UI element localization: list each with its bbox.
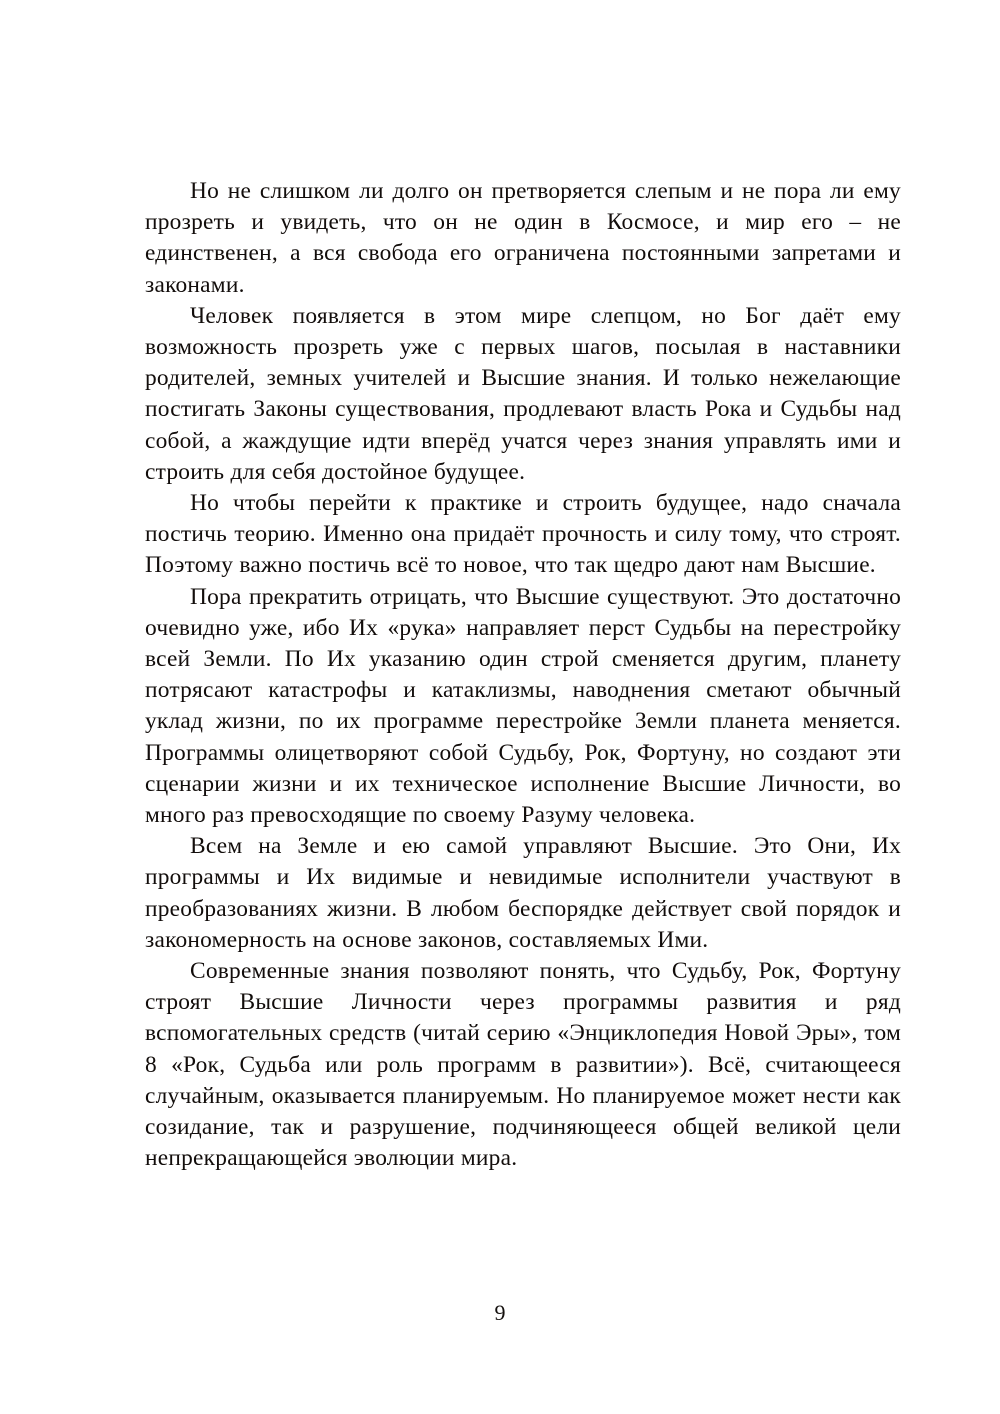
body-paragraph: Но чтобы перейти к практике и строить будущее, надо сначала постичь теорию. Именно она придаёт прочность и силу тому, что строят. Поэтому важно постичь всё то новое, что так щедро дают нам Высшие. bbox=[145, 490, 901, 579]
page-body-text bbox=[145, 176, 901, 1175]
body-paragraph: Пора прекратить отрицать, что Высшие существуют. Это достаточно очевидно уже, ибо Их «рука» направляет перст Судьбы на перестройку всей Земли. По Их указанию один строй сменяется другим, планету потрясают катастрофы и катаклизмы, наводнения сметают обычный уклад жизни, по их программе перестройке Земли планета меняется. Программы олицетворяют собой Судьбу, Рок, Фортуну, но создают эти сценарии жизни и их техническое исполнение Высшие Личности, во много раз превосходящие по своему Разуму человека. bbox=[145, 583, 901, 829]
body-paragraph: Человек появляется в этом мире слепцом, но Бог даёт ему возможность прозреть уже с первых шагов, посылая в наставники родителей, земных учителей и Высшие знания. И только нежелающие постигать Законы существования, продлевают власть Рока и Судьбы над собой, а жаждущие идти вперёд учатся через знания управлять ими и строить для себя достойное будущее. bbox=[145, 302, 901, 485]
body-paragraph: Современные знания позволяют понять, что Судьбу, Рок, Фортуну строят Высшие Личности через программы развития и ряд вспомогательных средств (читай серию «Энциклопедия Новой Эры», том 8 «Рок, Судьба или роль программ в развитии»). Всё, считающееся случайным, оказывается планируемым. Но планируемое может нести как созидание, так и разрушение, подчиняющееся общей великой цели непрекращающейся эволюции мира. bbox=[145, 958, 901, 1172]
body-paragraph: Но не слишком ли долго он претворяется слепым и не пора ли ему прозреть и увидеть, что он не один в Космосе, и мир его – не единственен, а вся свобода его ограничена постоянными запретами и законами. bbox=[145, 178, 901, 298]
page-number: 9 bbox=[494, 1300, 506, 1325]
body-paragraph: Всем на Земле и ею самой управляют Высшие. Это Они, Их программы и Их видимые и невидимые исполнители участвуют в преобразованиях жизни. В любом беспорядке действует свой порядок и закономерность на основе законов, составляемых Ими. bbox=[145, 833, 901, 953]
